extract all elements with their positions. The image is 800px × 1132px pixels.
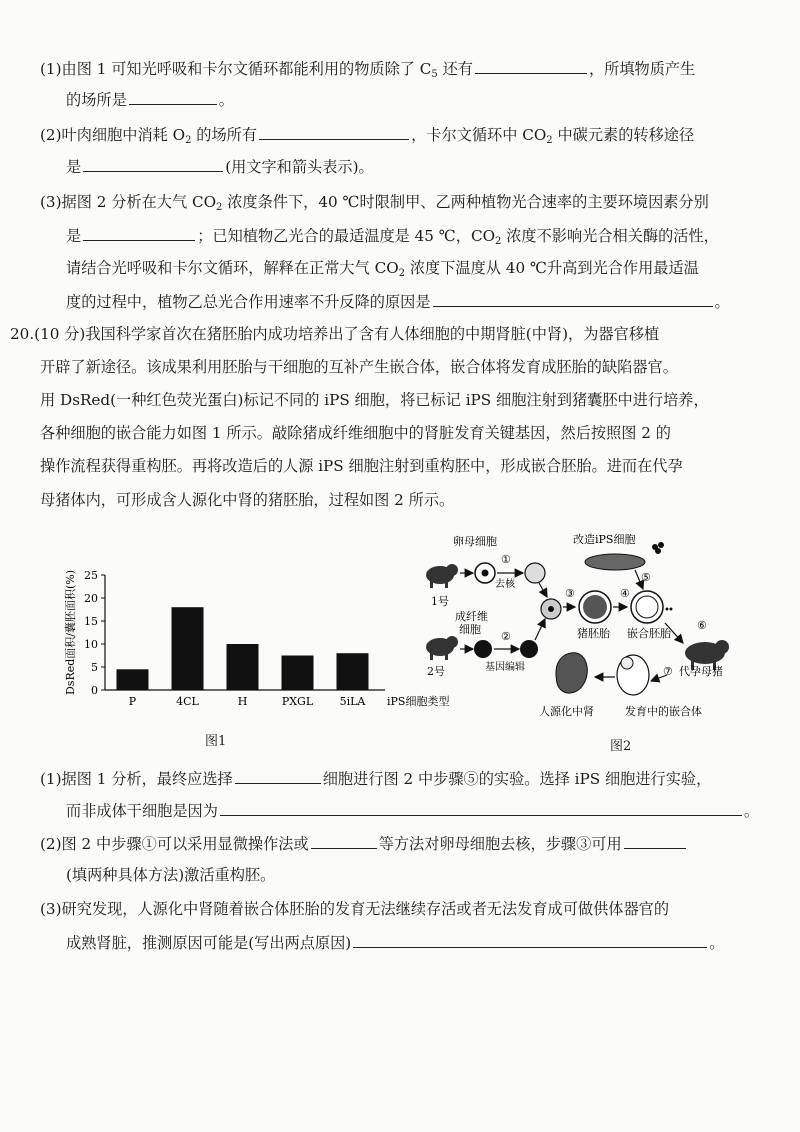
pig-embryo-label: 猪胚胎 [577, 627, 610, 640]
text: 的场所有 [191, 126, 258, 144]
modified-ips-label: 改造iPS细胞 [573, 533, 636, 546]
step-6-marker: ⑥ [697, 619, 707, 632]
text: 是 [66, 158, 82, 176]
fibroblast-cell [474, 640, 492, 658]
text: 浓度不影响光合相关酶的活性， [501, 227, 719, 245]
q20-part1-line1 [40, 768, 711, 789]
text: 还有 [437, 60, 473, 78]
subscript: 2 [216, 202, 223, 213]
x-tick-label: P [128, 695, 137, 708]
text: 。 [743, 802, 760, 820]
answer-blank[interactable] [220, 800, 742, 816]
text: (1)据图 1 分析，最终应选择 [40, 770, 233, 788]
fibroblast-label-1: 成纤维 [455, 610, 488, 623]
subscript: 2 [398, 268, 406, 279]
answer-blank[interactable] [83, 156, 223, 172]
q20-intro-line6: 母猪体内，可形成含人源化中肾的猪胚胎，过程如图 2 所示。 [40, 491, 455, 509]
y-tick-label: 0 [91, 684, 98, 697]
humanized-kidney-label: 人源化中肾 [539, 705, 594, 718]
text: (3)据图 2 分析在大气 CO [40, 193, 217, 211]
text: 。 [218, 91, 234, 109]
pig-1-label: 1号 [431, 595, 449, 608]
answer-blank[interactable] [311, 833, 377, 849]
text: 等方法对卵母细胞去核，步骤③可用 [378, 835, 622, 853]
q20-intro-line1: 20.(10 分)我国科学家首次在猪胚胎内成功培养出了含有人体细胞的中期肾脏(中肾)，为器官移植 [10, 325, 660, 343]
bar-PXGL [282, 656, 314, 691]
enucleate-label: 去核 [495, 579, 515, 590]
oocyte-label: 卵母细胞 [453, 535, 497, 548]
q20-part3-line2 [66, 932, 724, 953]
y-tick-label: 20 [84, 592, 98, 605]
text: 。 [714, 293, 730, 311]
answer-blank[interactable] [235, 768, 321, 784]
pig-2-label: 2号 [427, 665, 445, 678]
chimeric-embryo-label: 嵌合胚胎 [627, 627, 671, 640]
ips-dish [585, 554, 645, 570]
text: (2)图 2 中步骤①可以采用显微操作法或 [40, 835, 309, 853]
bar-P [117, 669, 149, 690]
q20-part1-line2 [66, 800, 759, 821]
answer-blank[interactable] [624, 833, 686, 849]
x-axis-label: iPS细胞类型 [387, 695, 450, 708]
bar-H [227, 644, 259, 690]
text: 度的过程中，植物乙总光合作用速率不升反降的原因是 [66, 293, 431, 311]
figure-2-caption: 图2 [610, 739, 632, 754]
q20-part3-line1 [40, 899, 669, 919]
step-1-marker: ① [501, 553, 511, 566]
fibroblast-label-2: 细胞 [459, 623, 481, 636]
text: 中碳元素的转移途径 [552, 126, 695, 144]
surrogate-label: 代孕母猪 [679, 665, 723, 678]
text: 浓度下温度从 40 ℃升高到光合作用最适温 [405, 259, 699, 277]
text: 。 [709, 934, 725, 952]
q19-part3-line2 [66, 225, 719, 246]
text: (1)由图 1 可知光呼吸和卡尔文循环都能利用的物质除了 C [40, 60, 432, 78]
q19-part3-line3 [66, 258, 699, 278]
q19-part3-line4 [66, 291, 730, 312]
enucleated-oocyte [525, 563, 545, 583]
y-tick-label: 10 [84, 638, 98, 651]
subscript: 2 [185, 135, 192, 146]
step-2-marker: ② [501, 630, 511, 643]
text: ，所填物质产生 [588, 60, 696, 78]
q19-part2-line2 [66, 156, 374, 177]
q19-part2-line1 [40, 124, 694, 145]
y-axis-label: DsRed面积/囊胚面积(%) [64, 569, 77, 696]
text: ；已知植物乙光合的最适温度是 45 ℃，CO [197, 227, 496, 245]
answer-blank[interactable] [259, 124, 409, 140]
text: (用文字和箭头表示)。 [225, 158, 374, 176]
x-tick-label: 5iLA [339, 695, 366, 708]
q19-part3-line1 [40, 192, 709, 212]
y-tick-label: 15 [84, 615, 98, 628]
figure-2-diagram [415, 525, 780, 725]
answer-blank[interactable] [475, 58, 587, 74]
text: 浓度条件下，40 ℃时限制甲、乙两种植物光合速率的主要环境因素分别 [222, 193, 709, 211]
figure-1-caption: 图1 [205, 734, 227, 749]
developing-chimera-label: 发育中的嵌合体 [625, 705, 702, 718]
x-tick-label: H [237, 695, 248, 708]
text: 请结合光呼吸和卡尔文循环，解释在正常大气 CO [66, 259, 399, 277]
text: (3)研究发现，人源化中肾随着嵌合体胚胎的发育无法继续存活或者无法发育成可做供体器官的 [40, 900, 670, 918]
y-tick-label: 25 [84, 569, 98, 582]
q20-intro-line3: 用 DsRed(一种红色荧光蛋白)标记不同的 iPS 细胞，将已标记 iPS 细胞注射到猪囊胚中进行培养， [40, 391, 709, 409]
humanized-kidney-icon [556, 653, 587, 693]
subscript: 2 [495, 236, 502, 247]
text: 而非成体干细胞是因为 [66, 802, 218, 820]
answer-blank[interactable] [129, 89, 217, 105]
answer-blank[interactable] [83, 225, 195, 241]
step-7-marker: ⑦ [663, 665, 673, 678]
q19-part1-line2 [66, 89, 234, 110]
text: 的场所是 [66, 91, 127, 109]
x-tick-label: PXGL [281, 695, 314, 708]
chart-bars [117, 607, 369, 690]
text: (填两种具体方法)激活重构胚。 [66, 866, 276, 884]
edited-cell [520, 640, 538, 658]
gene-edit-label: 基因编辑 [485, 662, 525, 673]
q20-intro-line2: 开辟了新途径。该成果利用胚胎与干细胞的互补产生嵌合体，嵌合体将发育成胚胎的缺陷器官。 [40, 358, 678, 376]
q20-intro-line5: 操作流程获得重构胚。再将改造后的人源 iPS 细胞注射到重构胚中，形成嵌合胚胎。进而在代孕 [40, 457, 683, 475]
developing-chimera-icon [617, 655, 649, 695]
q20-part2-line2 [66, 865, 275, 885]
step-5-marker: ⑤ [641, 571, 651, 584]
text: ，卡尔文循环中 CO [411, 126, 547, 144]
text: 成熟肾脏，推测原因可能是(写出两点原因) [66, 934, 352, 952]
subscript: 2 [546, 135, 553, 146]
x-tick-label: 4CL [176, 695, 199, 708]
y-tick-label: 5 [91, 661, 98, 674]
answer-blank[interactable] [433, 291, 713, 307]
q20-part2-line1 [40, 833, 688, 854]
text: 细胞进行图 2 中步骤⑤的实验。选择 iPS 细胞进行实验， [322, 770, 712, 788]
answer-blank[interactable] [353, 932, 707, 948]
text: 是 [66, 227, 82, 245]
text: (2)叶肉细胞中消耗 O [40, 126, 186, 144]
subscript: 5 [431, 69, 438, 80]
q19-part1-line1 [40, 58, 695, 79]
step-3-marker: ③ [565, 587, 575, 600]
bar-4CL [172, 607, 204, 690]
pig-1-icon [426, 564, 458, 588]
bar-5iLA [337, 653, 369, 690]
step-4-marker: ④ [620, 587, 630, 600]
q20-intro-line4: 各种细胞的嵌合能力如图 1 所示。敲除猪成纤维细胞中的肾脏发育关键基因，然后按照图 2 的 [40, 424, 671, 442]
pig-2-icon [426, 636, 458, 660]
